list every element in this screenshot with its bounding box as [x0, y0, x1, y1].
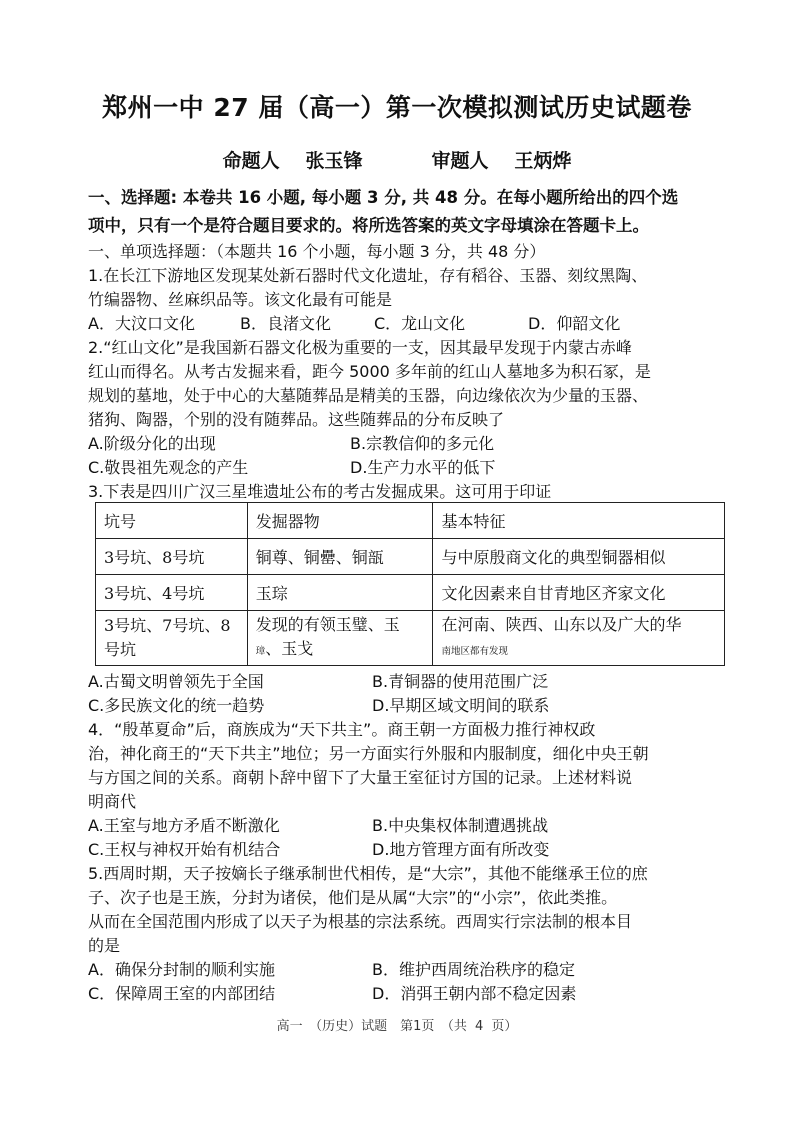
q1-option-c: C．龙山文化	[374, 314, 466, 333]
table-cell: 3号坑、4号坑	[96, 575, 248, 611]
table-cell: 文化因素来自甘青地区齐家文化	[433, 575, 725, 611]
q4-stem-line: 明商代	[88, 792, 137, 811]
table-row	[96, 611, 725, 666]
page-footer: 高一 （历史）试题 第1页 （共 4 页）	[276, 1019, 518, 1034]
q5-stem-line: 从而在全国范围内形成了以天子为根基的宗法系统。西周实行宗法制的根本目	[88, 912, 633, 931]
excavation-table	[95, 502, 725, 666]
q3-option-b: B.青铜器的使用范围广泛	[372, 672, 549, 691]
table-header-row	[96, 503, 725, 539]
table-cell: 铜尊、铜罍、铜瓿	[247, 539, 433, 575]
q2-stem-line: 2.“红山文化”是我国新石器文化极为重要的一支，因其最早发现于内蒙古赤峰	[88, 338, 632, 357]
q5-option-b: B．维护西周统治秩序的稳定	[372, 960, 575, 979]
q4-option-b: B.中央集权体制遭遇挑战	[372, 816, 549, 835]
table-cell: 玉琮	[247, 575, 433, 611]
q2-option-d: D.生产力水平的低下	[350, 458, 496, 477]
q4-option-c: C.王权与神权开始有机结合	[88, 840, 281, 859]
instruction-line: 一、选择题: 本卷共 16 小题, 每小题 3 分, 共 48 分。在每小题所给出的四个选	[88, 188, 679, 207]
q4-stem-line: 与方国之间的关系。商朝卜辞中留下了大量王室征讨方国的记录。上述材料说	[88, 768, 633, 787]
instruction-line: 项中，只有一个是符合题目要求的。将所选答案的英文字母填涂在答题卡上。	[88, 216, 649, 235]
reviewer-label: 审题人	[431, 150, 489, 172]
table-cell: 3号坑、7号坑、8 号坑	[96, 611, 248, 666]
q5-option-a: A．确保分封制的顺利实施	[88, 960, 275, 979]
q2-stem-line: 规划的墓地，处于中心的大墓随葬品是精美的玉器，向边缘依次为少量的玉器、	[88, 386, 649, 405]
reviewer-name: 王炳烨	[514, 150, 572, 172]
table-cell: 发现的有领玉璧、玉 璋、玉戈	[247, 611, 433, 666]
instructions	[88, 184, 728, 240]
q4-option-d: D.地方管理方面有所改变	[372, 840, 550, 859]
q2-option-b: B.宗教信仰的多元化	[350, 434, 495, 453]
page-title: 郑州一中 27 届（高一）第一次模拟测试历史试题卷	[102, 93, 692, 122]
q4-stem-line: 4．“殷革夏命”后，商族成为“天下共主”。商王朝一方面极力推行神权政	[88, 720, 596, 739]
authors-line	[0, 146, 794, 173]
q2-option-a: A.阶级分化的出现	[88, 434, 216, 453]
table-header-cell: 坑号	[96, 503, 248, 539]
q1-option-b: B．良渚文化	[240, 314, 331, 333]
q1-stem-line: 1.在长江下游地区发现某处新石器时代文化遗址，存有稻谷、玉器、刻纹黑陶、	[88, 266, 648, 285]
q5-stem-line: 5.西周时期，天子按嫡长子继承制世代相传，是“大宗”，其他不能继承王位的庶	[88, 864, 648, 883]
q1-option-a: A．大汶口文化	[88, 314, 195, 333]
table-header-cell: 基本特征	[433, 503, 725, 539]
q3-option-c: C.多民族文化的统一趋势	[88, 696, 265, 715]
section-heading: 一、单项选择题：（本题共 16 个小题，每小题 3 分，共 48 分）	[88, 242, 546, 261]
q4-option-a: A.王室与地方矛盾不断激化	[88, 816, 280, 835]
q1-option-d: D．仰韶文化	[528, 314, 621, 333]
table-row	[96, 575, 725, 611]
setter-name: 张玉锋	[305, 150, 363, 172]
q1-stem-line: 竹编器物、丝麻织品等。该文化最有可能是	[88, 290, 393, 309]
q5-stem-line: 的是	[88, 936, 121, 955]
q3-option-a: A.古蜀文明曾领先于全国	[88, 672, 264, 691]
q2-option-c: C.敬畏祖先观念的产生	[88, 458, 249, 477]
table-cell: 与中原殷商文化的典型铜器相似	[433, 539, 725, 575]
q5-option-d: D．消弭王朝内部不稳定因素	[372, 984, 577, 1003]
setter-label: 命题人	[222, 150, 280, 172]
q4-stem-line: 治，神化商王的“天下共主”地位；另一方面实行外服和内服制度，细化中央王朝	[88, 744, 649, 763]
table-row	[96, 539, 725, 575]
table-cell: 在河南、陕西、山东以及广大的华 南地区都有发现	[433, 611, 725, 666]
q2-stem-line: 红山而得名。从考古发掘来看，距今 5000 多年前的红山人墓地多为积石冢，是	[88, 362, 651, 381]
table-cell: 3号坑、8号坑	[96, 539, 248, 575]
table-header-cell: 发掘器物	[247, 503, 433, 539]
q2-stem-line: 猪狗、陶器，个别的没有随葬品。这些随葬品的分布反映了	[88, 410, 505, 429]
q3-option-d: D.早期区域文明间的联系	[372, 696, 550, 715]
q5-option-c: C．保障周王室的内部团结	[88, 984, 276, 1003]
q3-stem: 3.下表是四川广汉三星堆遗址公布的考古发掘成果。这可用于印证	[88, 482, 552, 501]
q5-stem-line: 子、次子也是王族，分封为诸侯，他们是从属“大宗”的“小宗”，依此类推。	[88, 888, 618, 907]
